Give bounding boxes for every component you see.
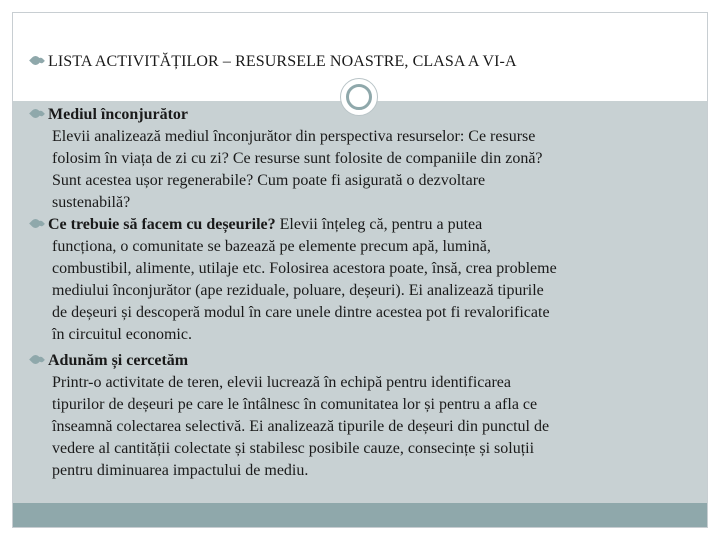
leaf-bullet-icon: [28, 108, 48, 120]
section-heading-text: Ce trebuie să facem cu deșeurile?: [48, 216, 276, 233]
paragraph-line: pentru diminuarea impactului de mediu.: [52, 462, 309, 479]
paragraph-line: în circuitul economic.: [52, 326, 192, 343]
paragraph-line: înseamnă colectarea selectivă. Ei analizează tipurile de deșeuri din punctul de: [52, 418, 550, 435]
paragraph-line: vedere al cantității colectate și stabilesc posibile cauze, consecințe și soluții: [52, 440, 535, 457]
paragraph-line: folosim în viața de zi cu zi? Ce resurse sunt folosite de companiile din zonă?: [52, 150, 543, 167]
paragraph-line: sustenabilă?: [52, 194, 131, 211]
paragraph-line: mediului înconjurător (ape reziduale, poluare, deșeuri). Ei analizează tipurile: [52, 282, 544, 299]
paragraph-line: Elevii analizează mediul înconjurător din perspectiva resurselor: Ce resurse: [52, 128, 536, 145]
section-heading: [28, 104, 688, 126]
section-paragraph: [52, 372, 688, 482]
slide-title-row: [28, 53, 517, 71]
section-deseuri: [28, 214, 688, 346]
leaf-bullet-icon: [28, 218, 48, 230]
section-paragraph: [52, 126, 688, 214]
paragraph-line: tipurilor de deșeuri pe care le întâlnesc în comunitatea lor și pentru a afla ce: [52, 396, 538, 413]
paragraph-line: de deșeuri și descoperă modul în care unele dintre acestea pot fi revalorificate: [52, 304, 550, 321]
paragraph-line: funcționa, o comunitate se bazează pe elemente precum apă, lumină,: [52, 238, 491, 255]
slide-body: [28, 104, 688, 482]
section-heading-text: Adunăm și cercetăm: [48, 352, 189, 369]
section-heading-text: Mediul înconjurător: [48, 106, 188, 123]
section-paragraph: [52, 236, 688, 346]
leaf-bullet-icon: [28, 354, 48, 366]
bottom-bar: [13, 503, 707, 527]
paragraph-line: combustibil, alimente, utilaje etc. Folosirea acestora poate, însă, crea probleme: [52, 260, 557, 277]
section-heading: [28, 350, 688, 372]
paragraph-line: Sunt acestea ușor regenerabile? Cum poate fi asigurată o dezvoltare: [52, 172, 486, 189]
section-adunam: [28, 350, 688, 482]
paragraph-line: Printr-o activitate de teren, elevii lucrează în echipă pentru identificarea: [52, 374, 511, 391]
section-mediul: [28, 104, 688, 214]
section-heading: [28, 214, 688, 236]
slide-title: LISTA ACTIVITĂȚILOR – RESURSELE NOASTRE, CLASA A VI-A: [48, 53, 517, 70]
leaf-bullet-icon: [28, 55, 48, 67]
section-heading-rest: Elevii înțeleg că, pentru a putea: [275, 216, 483, 233]
